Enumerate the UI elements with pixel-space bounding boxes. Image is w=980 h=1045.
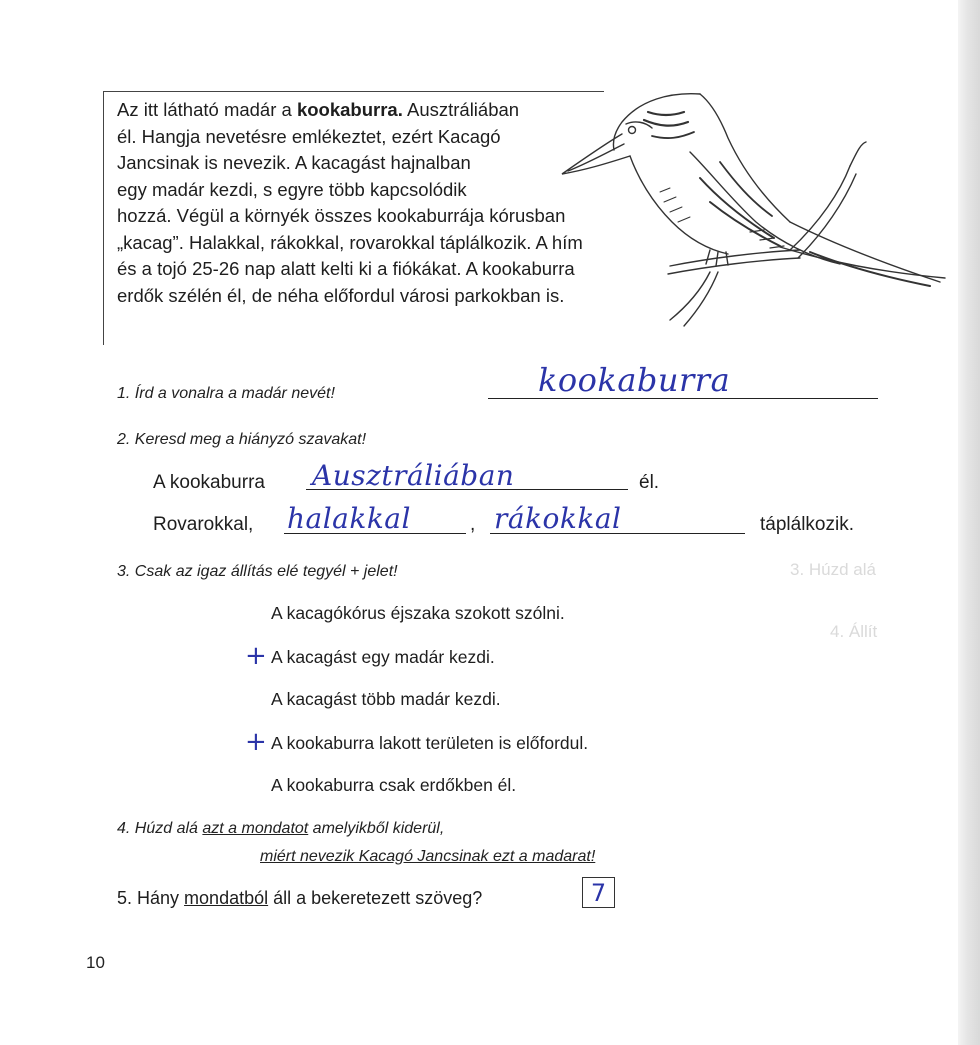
bird-name-bold: kookaburra. (296, 99, 403, 120)
intro-line-3: Jancsinak is nevezik. A kacagást hajnalban (117, 152, 471, 173)
question-2-sentence-1-start: A kookaburra (153, 472, 265, 493)
statement-2: A kacagást egy madár kezdi. (271, 647, 495, 667)
statement-1: A kacagókórus éjszaka szokott szólni. (271, 603, 565, 623)
question-5-underlined-word: mondatból (184, 888, 269, 908)
question-2-handwritten-answer-3[interactable]: rákokkal (494, 502, 622, 535)
question-3-prompt: 3. Csak az igaz állítás elé tegyél + jelet! (117, 563, 398, 580)
intro-line-6: „kacag”. Halakkal, rákokkal, rovarokkal táplálkozik. A hím (117, 231, 583, 253)
statement-2-plus-mark[interactable]: + (245, 641, 267, 671)
statement-4: A kookaburra lakott területen is előfordul. (271, 733, 589, 753)
show-through-text: 3. Húzd alá (790, 560, 876, 579)
intro-line-8: erdők szélén él, de néha előfordul városi parkokban is. (117, 284, 565, 306)
question-2-handwritten-answer-2[interactable]: halakkal (287, 502, 411, 535)
question-5-handwritten-answer: 7 (590, 879, 607, 907)
intro-line-2: él. Hangja nevetésre emlékeztet, ezért Kacagó (117, 125, 501, 147)
statement-5: A kookaburra csak erdőkben él. (271, 775, 517, 795)
intro-line-1: Az itt látható madár a kookaburra. Ausztráliában (117, 99, 520, 120)
question-5-prompt: 5. Hány mondatból áll a bekeretezett szöveg? (117, 888, 483, 908)
question-2-handwritten-answer-1[interactable]: Ausztráliában (312, 459, 515, 492)
question-1-handwritten-answer[interactable]: kookaburra (538, 361, 731, 399)
question-2-sentence-1-end: él. (639, 472, 660, 493)
page-number: 10 (86, 953, 105, 972)
question-2-prompt: 2. Keresd meg a hiányzó szavakat! (117, 431, 367, 448)
statement-3: A kacagást több madár kezdi. (271, 689, 501, 709)
kookaburra-illustration (560, 82, 950, 332)
intro-line-7: és a tojó 25-26 nap alatt kelti ki a fiókákat. A kookaburra (117, 258, 575, 279)
intro-line-5: hozzá. Végül a környék összes kookaburrája kórusban (117, 205, 566, 226)
intro-line-4: egy madár kezdi, s egyre több kapcsolódik (117, 178, 467, 200)
show-through-text: 4. Állít (830, 622, 878, 641)
question-2-sentence-2-end: táplálkozik. (760, 514, 854, 535)
statement-4-plus-mark[interactable]: + (245, 727, 267, 757)
page-edge-shadow (958, 0, 980, 1045)
question-4-underlined-phrase: azt a mondatot (202, 820, 309, 837)
question-1-prompt: 1. Írd a vonalra a madár nevét! (117, 385, 335, 402)
question-2-comma: , (470, 514, 476, 535)
question-5-answer-box[interactable] (582, 877, 615, 908)
question-2-sentence-2-start: Rovarokkal, (153, 514, 254, 535)
question-4-prompt: 4. Húzd alá azt a mondatot amelyikből kiderül, (117, 820, 445, 837)
question-4-prompt-line-2: miért nevezik Kacagó Jancsinak ezt a madarat! (260, 848, 596, 865)
